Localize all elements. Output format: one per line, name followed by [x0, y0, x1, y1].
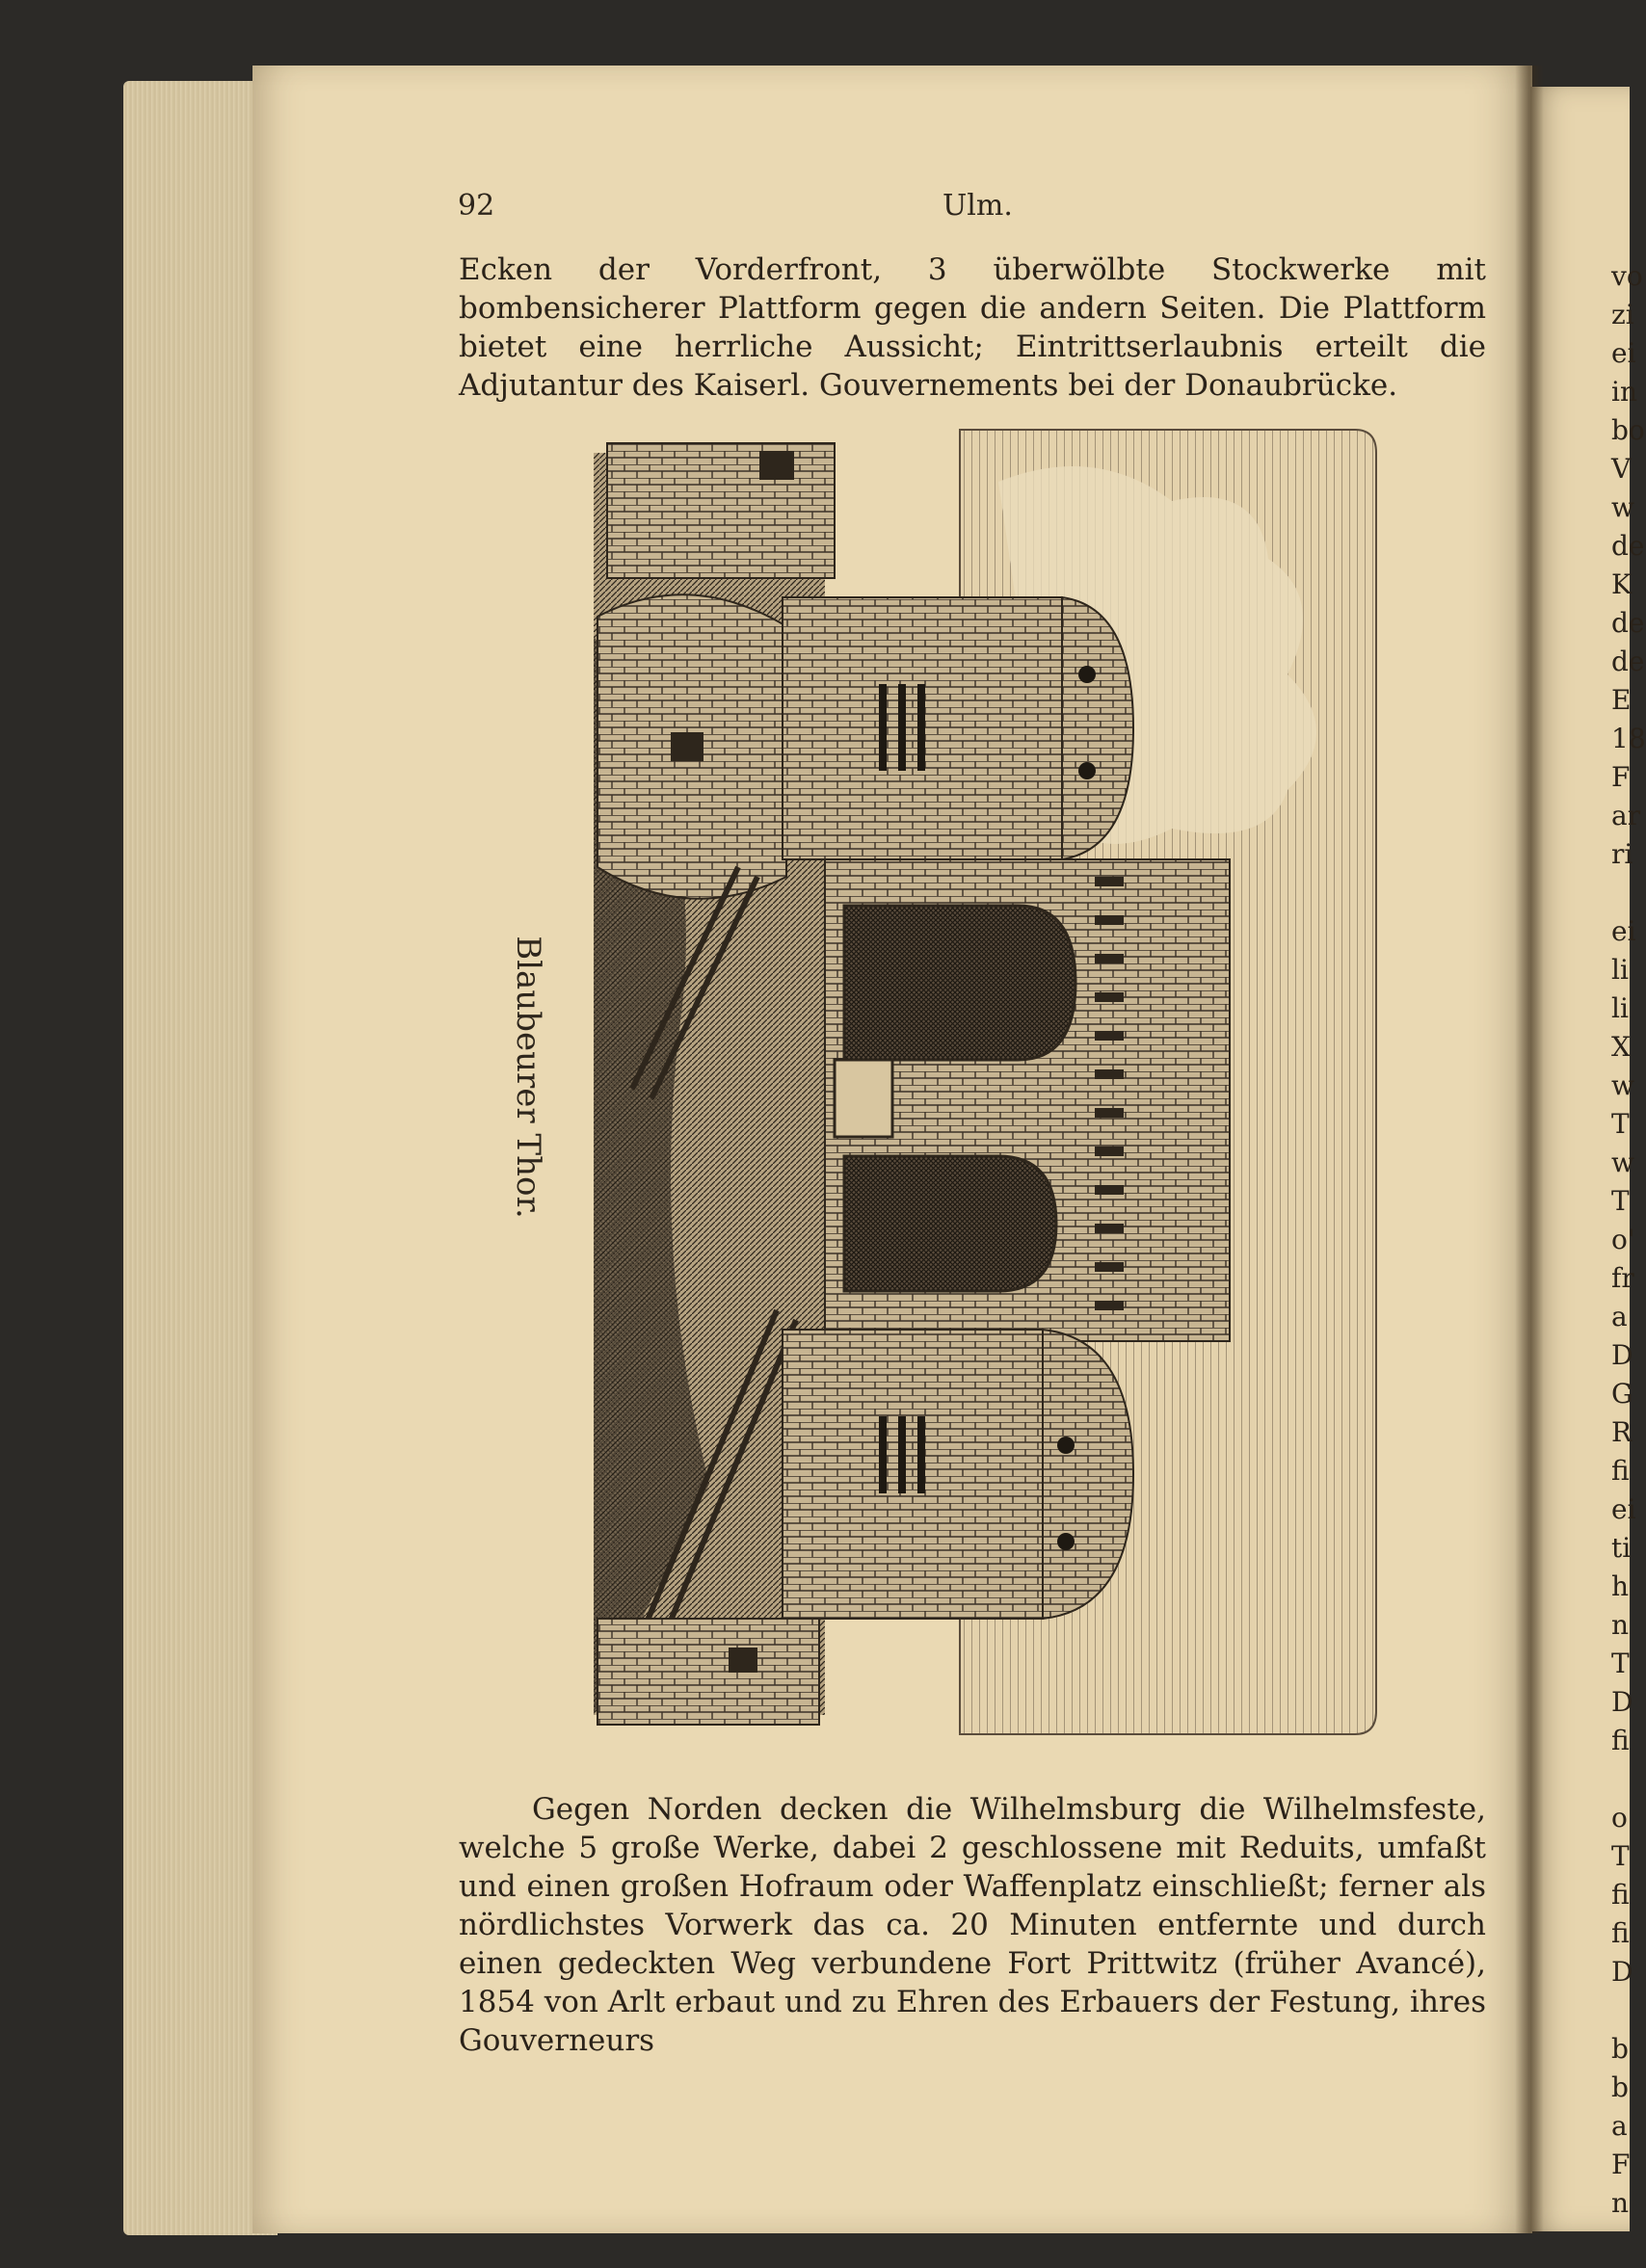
facing-page-line: fi [1611, 1725, 1630, 1756]
facing-page-line: bo [1611, 414, 1645, 446]
facing-page-line: n [1611, 2187, 1630, 2219]
facing-page-line: E [1611, 684, 1632, 716]
facing-page-line: T [1611, 1108, 1630, 1140]
facing-page-line: w [1611, 1147, 1634, 1178]
facing-page-line: in [1611, 376, 1637, 408]
facing-page-line: T [1611, 1185, 1630, 1217]
facing-page-text [1611, 260, 1646, 2226]
facing-page-line: ei [1611, 1493, 1636, 1525]
facing-page-line: G [1611, 1378, 1633, 1410]
facing-page-line [1611, 877, 1630, 915]
facing-page-line: V [1611, 453, 1632, 485]
facing-page-line: ei [1611, 337, 1636, 369]
facing-page-line: a [1611, 2110, 1628, 2142]
facing-page-line: a [1611, 1301, 1628, 1332]
facing-page-line: D [1611, 1339, 1633, 1371]
facing-page-line: de [1611, 646, 1645, 677]
facing-page-line: D [1611, 1686, 1633, 1718]
facing-page-line: b [1611, 2033, 1629, 2065]
engraving-blaubeurer-thor [594, 424, 1380, 1740]
facing-page-line: w [1611, 1069, 1634, 1101]
facing-page-line: 18 [1611, 723, 1646, 754]
facing-page-line: b [1611, 2071, 1629, 2103]
facing-page-line: ei [1611, 915, 1636, 947]
facing-page-line: K [1611, 568, 1632, 600]
facing-page-line: X [1611, 1031, 1631, 1063]
facing-page-line: zi [1611, 299, 1634, 330]
page-number: 92 [458, 189, 495, 223]
facing-page-line: fi [1611, 1455, 1630, 1487]
paragraph-wilhelmsfeste: Gegen Norden decken die Wilhelmsburg die Wilhelmsfeste, welche 5 große Werke, dabei 2 geschlossene mit Reduits, umfaßt und einen großen Hofraum oder Waffenplatz einschließt; ferner als nördlichstes Vorwerk das ca. 20 Minuten entfernte und durch einen gedeckten Weg verbundene Fort Prittwitz (früher Avancé), 1854 von Arlt erbaut und zu Ehren des Erbauers der Festung, ihres Gouverneurs [459, 1792, 1486, 2058]
paragraph-continued: Ecken der Vorderfront, 3 überwölbte Stockwerke mit bombensicherer Plattform gegen die andern Seiten. Die Plattform bietet eine herrliche Aussicht; Eintrittserlaubnis erteilt die Adjutantur des Kaiserl. Gouvernements bei der Donaubrücke. [459, 252, 1486, 403]
facing-page-line: T [1611, 1648, 1630, 1679]
facing-page-line: ti [1611, 1532, 1632, 1564]
facing-page-line: fi [1611, 1879, 1630, 1911]
facing-page-line: R [1611, 1416, 1633, 1448]
facing-page-line: ar [1611, 800, 1641, 831]
facing-page-line: D [1611, 1956, 1633, 1988]
facing-page-line: de [1611, 530, 1645, 562]
facing-page-line: F [1611, 2149, 1631, 2180]
facing-page-line: ri [1611, 838, 1633, 870]
facing-page-line: li [1611, 954, 1629, 986]
facing-page-line: fr [1611, 1262, 1634, 1294]
facing-page-line: F [1611, 761, 1631, 793]
facing-page-line [1611, 1994, 1630, 2033]
facing-page-line: fi [1611, 1917, 1630, 1949]
facing-page-line: T [1611, 1840, 1630, 1872]
facing-page-line: o' [1611, 1224, 1635, 1255]
facing-page-line: de [1611, 607, 1645, 639]
facing-page-line [1611, 1763, 1630, 1802]
facing-page-line: vo [1611, 260, 1643, 292]
facing-page-line: w [1611, 491, 1634, 523]
facing-page-line: li [1611, 992, 1629, 1024]
facing-page-line: o [1611, 1802, 1628, 1833]
facing-page-line: h [1611, 1570, 1630, 1602]
caption-text: Blaubeurer Thor. [509, 936, 547, 1219]
book-gutter [1515, 66, 1544, 2233]
facing-page-line: n [1611, 1609, 1630, 1641]
running-head: Ulm. [942, 189, 1013, 223]
